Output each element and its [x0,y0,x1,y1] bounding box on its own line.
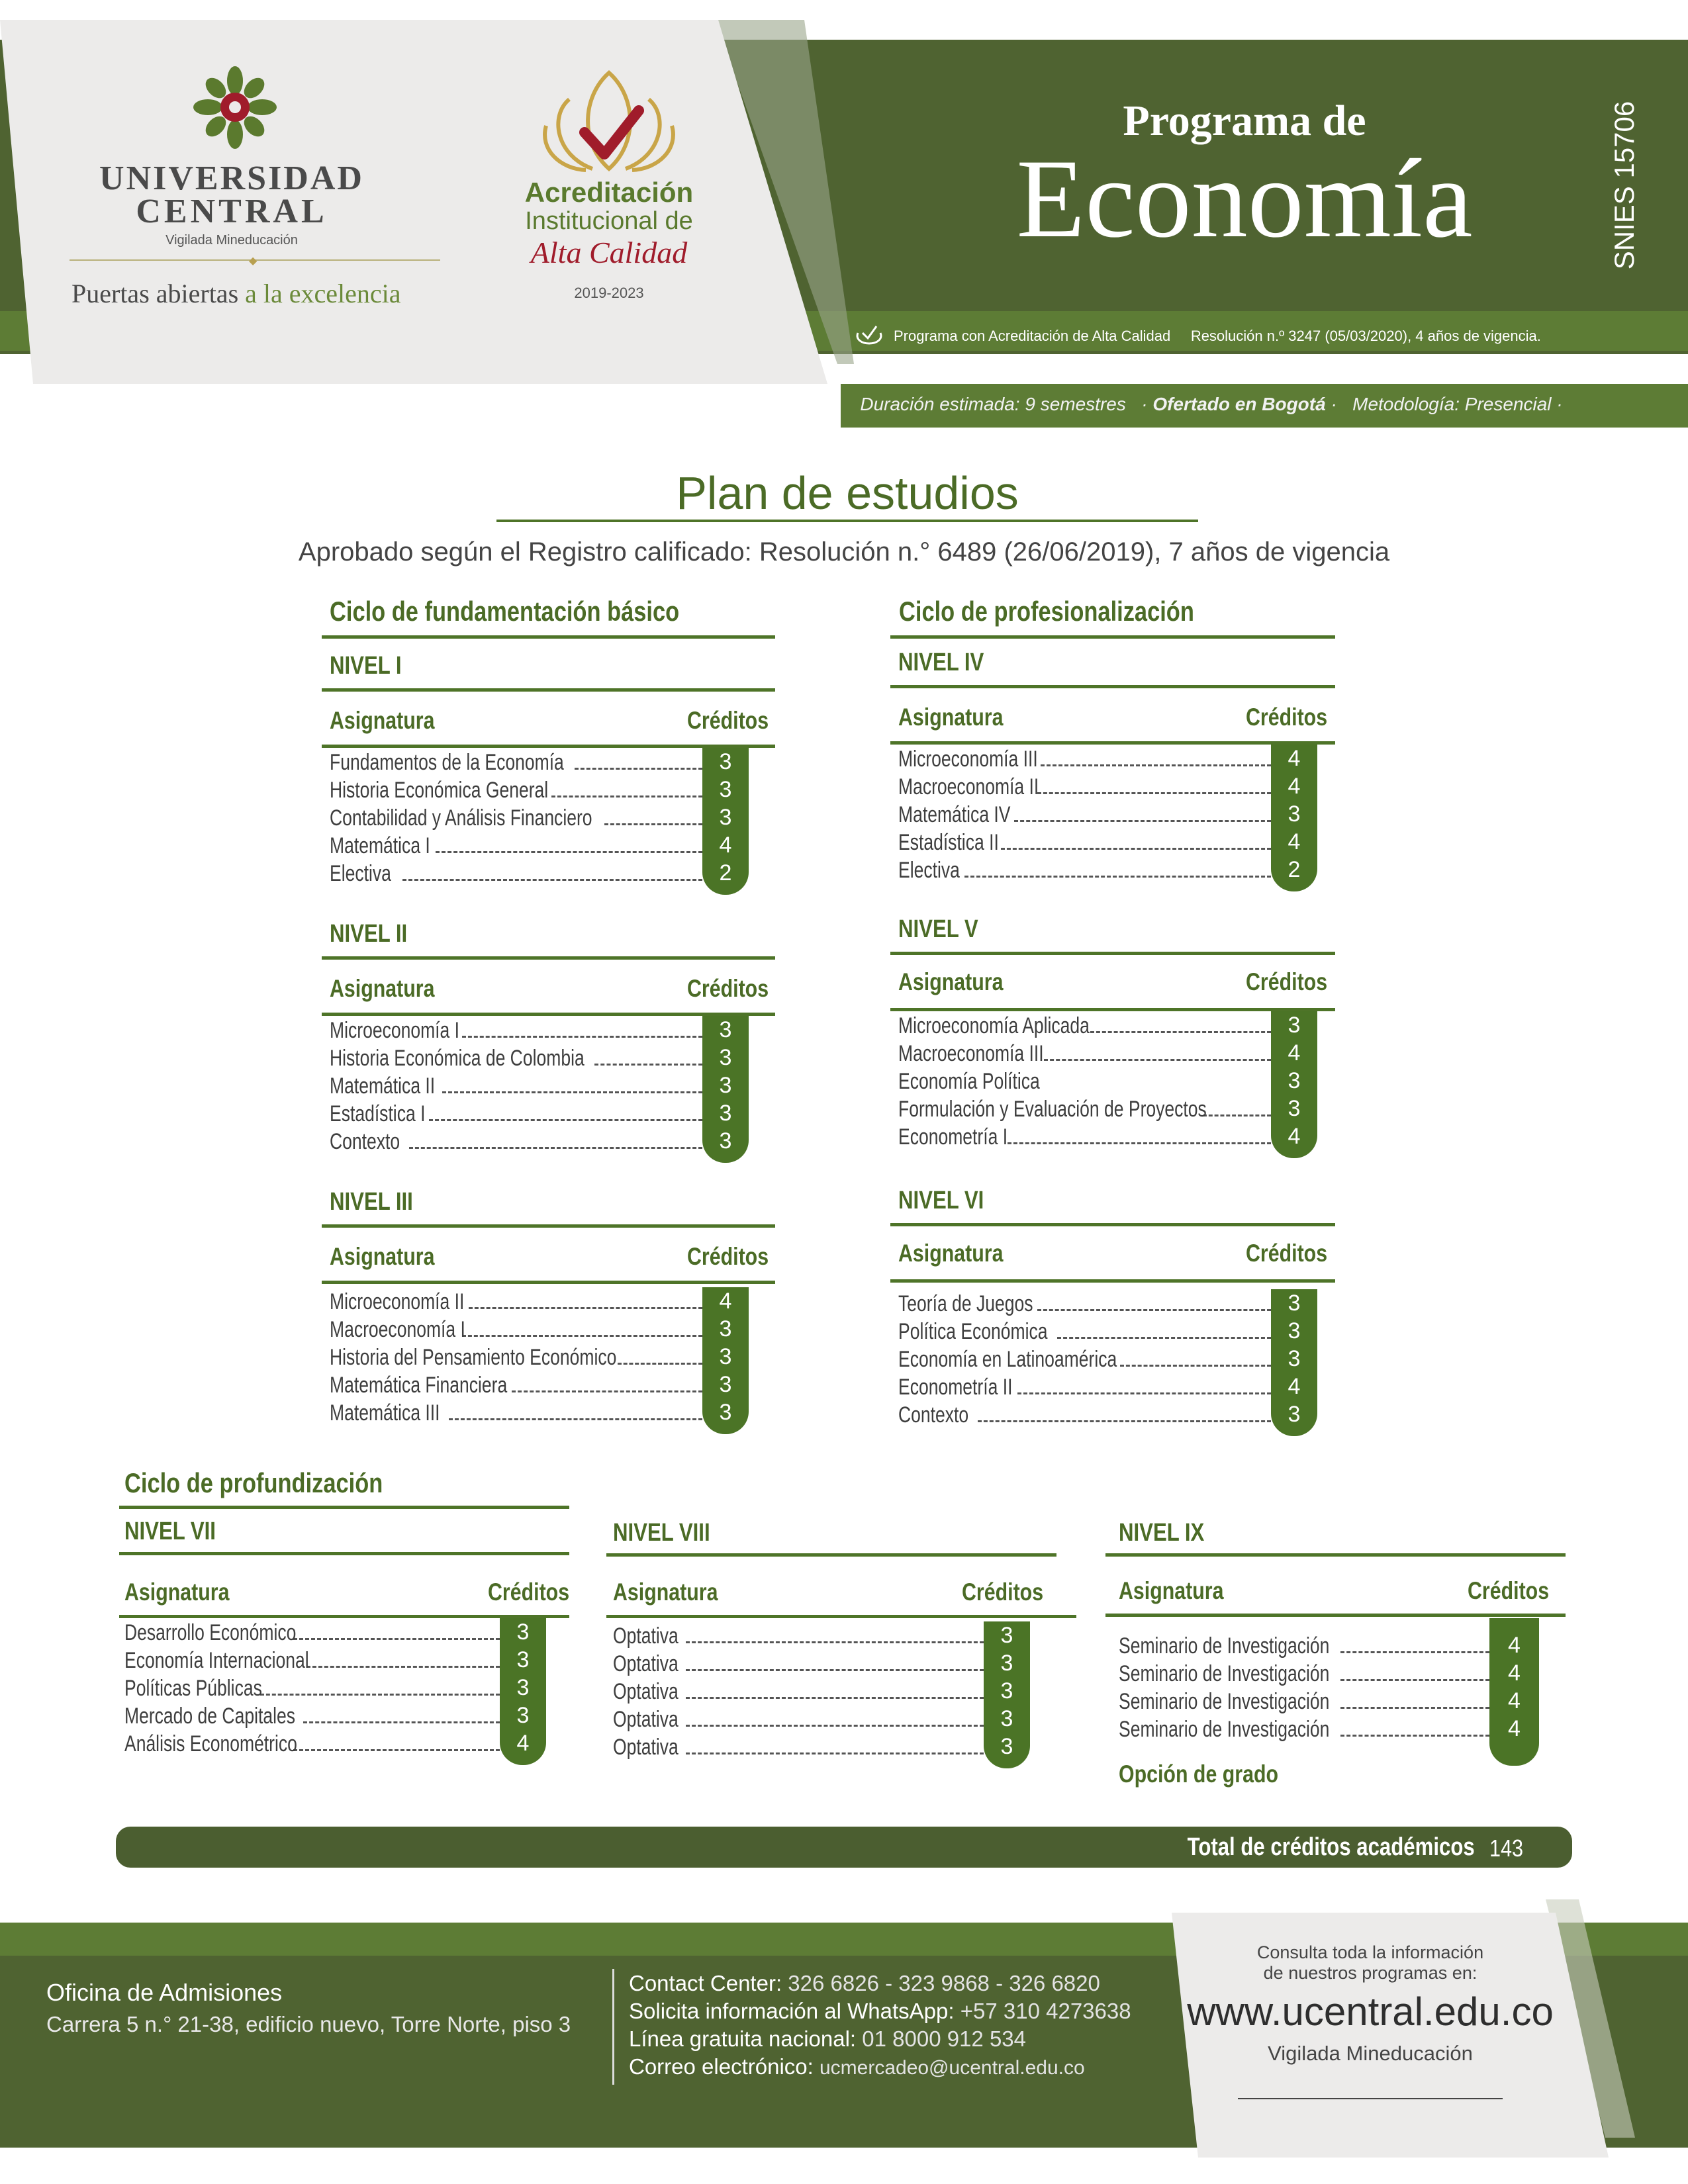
subject-name: Microeconomía III [898,747,1038,772]
subject-name: Política Económica [898,1319,1048,1344]
leader-dots [402,879,702,881]
subject-row [1119,1687,1489,1715]
credit-value: 3 [516,1675,530,1700]
toll-free-line: Línea gratuita nacional: 01 8000 912 534 [629,2026,1027,2051]
accreditation-line2: Institucional de [525,207,693,235]
leader-dots [469,1307,702,1309]
credit-value: 4 [1288,746,1301,771]
subject-name: Matemática II [330,1073,436,1099]
credit-value: 3 [719,777,732,802]
level-rule [1105,1553,1566,1557]
subject-row [330,1016,702,1044]
total-credits-label: Total de créditos académicos [1187,1833,1475,1861]
credit-value: 3 [1288,1402,1301,1427]
subject-header: Asignatura [124,1578,230,1606]
subject-list [898,745,1271,884]
subject-name: Mercado de Capitales [124,1704,295,1729]
cycle-basic-title: Ciclo de fundamentación básico [330,596,680,627]
credit-value: 3 [719,1344,732,1369]
subject-name: Seminario de Investigación [1119,1633,1330,1659]
accreditation-seal [503,69,715,308]
header-rule [890,1279,1335,1283]
subject-name: Teoría de Juegos [898,1291,1033,1316]
leader-dots [594,1064,702,1066]
subject-header: Asignatura [613,1578,718,1606]
credit-value: 4 [1288,774,1301,799]
subject-row [898,772,1271,800]
level-block [322,1185,775,1436]
level-rule [322,688,775,692]
vigilada-label: Vigilada Mineducación [165,233,298,248]
leader-dots [1044,1059,1271,1061]
subject-name: Optativa [613,1707,679,1732]
subject-row [330,1127,702,1155]
university-name-line2: CENTRAL [136,193,328,230]
credit-value: 3 [719,805,732,830]
subject-name: Fundamentos de la Economía [330,750,564,775]
credit-value: 2 [1288,857,1301,882]
credits-header: Créditos [961,1578,1043,1606]
credit-value: 3 [516,1619,530,1645]
subject-row [898,1067,1271,1095]
subject-name: Matemática Financiera [330,1373,508,1398]
credit-value: 4 [516,1731,530,1756]
leader-dots [429,1119,702,1121]
level-rule [890,685,1335,688]
credit-value: 3 [719,749,732,774]
leader-dots [303,1721,500,1723]
cycle-deepening-rule [119,1506,569,1509]
subject-row [330,1315,702,1343]
credit-value: 3 [1000,1678,1013,1704]
subject-row [898,1039,1271,1067]
subject-row [330,776,702,803]
level-title: NIVEL I [330,652,402,680]
subject-row [613,1733,984,1760]
leader-dots [1001,848,1271,850]
subject-row [898,828,1271,856]
credit-value: 3 [1000,1734,1013,1759]
subject-row [124,1729,500,1757]
office-title: Oficina de Admisiones [46,1979,283,2006]
plan-subtitle: Aprobado según el Registro calificado: Resolución n.° 6489 (26/06/2019), 7 años de vigencia [298,537,1390,567]
credit-value: 3 [1288,1318,1301,1343]
accreditation-check-icon [853,321,886,346]
flower-emblem-icon [192,66,278,149]
accreditation-line3: Alta Calidad [530,236,688,269]
level-rule [606,1553,1056,1557]
subject-name: Optativa [613,1679,679,1704]
leader-dots [618,1363,702,1365]
credit-value: 3 [1288,1291,1301,1316]
leader-dots [604,823,702,825]
credit-value: 3 [1000,1623,1013,1648]
leader-dots [1037,1309,1271,1311]
subject-header: Asignatura [898,1240,1004,1267]
subject-row [613,1705,984,1733]
office-address: Carrera 5 n.° 21-38, edificio nuevo, Torre Norte, piso 3 [46,2012,571,2036]
leader-dots [462,1036,702,1038]
level-rule [322,956,775,960]
subject-header: Asignatura [898,968,1004,995]
subject-name: Microeconomía II [330,1289,465,1314]
credit-value: 3 [719,1017,732,1042]
credits-pill [1271,745,1317,891]
degree-option-label: Opción de grado [1119,1760,1279,1788]
subject-row [124,1702,500,1729]
subject-row [613,1649,984,1677]
level-title: NIVEL VII [124,1518,216,1545]
credit-value: 4 [1288,1374,1301,1399]
program-of-label: Programa de [1123,97,1366,145]
credit-value: 4 [1288,829,1301,854]
credits-pill [984,1621,1030,1768]
credits-pill [702,748,749,895]
subject-row [613,1677,984,1705]
total-credits-value: 143 [1489,1835,1524,1862]
subject-row [1119,1715,1489,1743]
subject-row [898,1289,1271,1317]
subject-list [330,1287,702,1426]
level-rule [890,1223,1335,1226]
credits-header: Créditos [1245,1240,1327,1267]
leaf-check-icon [533,69,685,172]
leader-dots [1340,1735,1489,1737]
credit-value: 3 [719,1101,732,1126]
subject-name: Políticas Públicas [124,1676,262,1701]
subject-name: Formulación y Evaluación de Proyectos [898,1097,1207,1122]
subject-name: Econometría II [898,1375,1013,1400]
subject-name: Estadística I [330,1101,426,1126]
subject-row [898,1011,1271,1039]
leader-dots [462,1335,702,1337]
level-rule [322,1224,775,1228]
subject-name: Economía en Latinoamérica [898,1347,1117,1372]
credit-value: 4 [1288,1040,1301,1066]
credit-value: 3 [719,1316,732,1342]
subject-row [330,1398,702,1426]
university-logo [66,66,401,318]
leader-dots [551,796,702,797]
subject-name: Historia del Pensamiento Económico [330,1345,617,1370]
credits-pill [702,1287,749,1434]
level-rule [119,1552,569,1555]
whatsapp-line: Solicita información al WhatsApp: +57 310 4273638 [629,1999,1131,2023]
leader-dots [1041,764,1271,766]
snies-code: SNIES 15706 [1609,101,1640,270]
subject-name: Análisis Econométrico [124,1731,297,1756]
subject-header: Asignatura [330,1243,435,1270]
consult-line2: de nuestros programas en: [1263,1963,1477,1983]
leader-dots [436,851,702,853]
divider-star-icon: ◆ [249,255,258,267]
leader-dots [964,876,1271,878]
header-rule [322,1281,775,1284]
consult-line1: Consulta toda la información [1256,1942,1484,1962]
subject-name: Macroeconomía II [898,774,1039,799]
subject-name: Desarrollo Económico [124,1620,297,1645]
subject-row [330,1099,702,1127]
credit-value: 3 [719,1045,732,1070]
credits-header: Créditos [686,1243,769,1270]
subject-name: Matemática III [330,1400,440,1426]
level-title: NIVEL V [898,915,978,943]
subject-name: Electiva [330,861,391,886]
credits-pill [1271,1289,1317,1436]
credits-header: Créditos [686,975,769,1002]
subject-name: Seminario de Investigación [1119,1717,1330,1742]
subject-name: Optativa [613,1623,679,1649]
credit-value: 3 [719,1400,732,1425]
subject-name: Macroeconomía I [330,1317,465,1342]
subject-header: Asignatura [330,707,435,734]
leader-dots [686,1697,984,1699]
leader-dots [1340,1651,1489,1653]
credit-value: 3 [1288,1013,1301,1038]
tagline: Puertas abiertas a la excelencia [71,279,401,308]
footer-vigilada: Vigilada Mineducación [1268,2042,1473,2065]
subject-row [330,748,702,776]
level-title: NIVEL IV [898,649,984,676]
subject-row [898,856,1271,884]
subject-name: Optativa [613,1651,679,1676]
subject-row [898,800,1271,828]
subject-row [1119,1631,1489,1659]
subject-row [330,1071,702,1099]
credit-value: 4 [1508,1633,1521,1658]
accreditation-line1: Acreditación [524,177,694,208]
level-block [119,1512,569,1790]
credit-value: 4 [1508,1716,1521,1741]
subject-row [124,1618,500,1646]
credit-value: 4 [1508,1688,1521,1713]
leader-dots [686,1641,984,1643]
footer-divider [612,1969,614,2085]
credit-value: 4 [719,833,732,858]
subject-list [330,748,702,887]
cycle-professional-title: Ciclo de profesionalización [899,596,1194,627]
subject-row [330,859,702,887]
level-title: NIVEL VI [898,1187,984,1214]
leader-dots [1037,792,1271,794]
subject-row [330,803,702,831]
university-name-line1: UNIVERSIDAD [99,159,364,197]
leader-dots [575,768,702,770]
header-rule [1105,1614,1566,1617]
level-title: NIVEL II [330,920,408,948]
credits-pill [1271,1011,1317,1158]
subject-list [613,1621,984,1760]
subject-list [330,1016,702,1155]
subject-name: Estadística II [898,830,999,855]
cycle-deepening-title: Ciclo de profundización [124,1467,383,1498]
credit-value: 2 [719,860,732,886]
leader-dots [1340,1707,1489,1709]
website-card-rule [1238,2098,1503,2099]
credit-value: 3 [719,1372,732,1397]
subject-list [1119,1631,1489,1743]
subject-name: Contabilidad y Análisis Financiero [330,805,592,831]
level-block [322,917,775,1168]
subject-name: Economía Internacional [124,1648,309,1673]
subject-row [898,1400,1271,1428]
subject-row [124,1674,500,1702]
subject-name: Economía Política [898,1069,1040,1094]
subject-list [898,1011,1271,1150]
subject-list [124,1618,500,1757]
subject-row [898,745,1271,772]
header-rule [606,1615,1076,1618]
accreditation-note: Programa con Acreditación de Alta Calidad Resolución n.º 3247 (05/03/2020), 4 años de vigencia. [894,328,1541,344]
cycle-basic-rule [322,635,775,639]
credit-value: 3 [1288,1096,1301,1121]
credits-header: Créditos [1467,1577,1549,1604]
leader-dots [1203,1115,1271,1116]
credit-value: 3 [1288,1068,1301,1093]
leader-dots [512,1390,702,1392]
credits-pill [1489,1618,1539,1766]
subject-row [330,1044,702,1071]
leader-dots [1014,820,1271,822]
subject-row [1119,1659,1489,1687]
leader-dots [686,1752,984,1754]
credit-value: 3 [516,1647,530,1672]
subject-name: Seminario de Investigación [1119,1661,1330,1686]
level-block [1105,1512,1569,1797]
leader-dots [1340,1679,1489,1681]
leader-dots [1017,1392,1271,1394]
leader-dots [1008,1142,1271,1144]
level-block [890,1183,1335,1435]
credit-value: 3 [1000,1706,1013,1731]
subject-row [898,1345,1271,1373]
subject-name: Optativa [613,1735,679,1760]
level-rule [890,952,1335,955]
credits-header: Créditos [1245,968,1327,995]
subject-row [898,1122,1271,1150]
subject-name: Contexto [898,1402,969,1428]
leader-dots [409,1147,702,1149]
plan-title-underline [496,520,1198,522]
subject-header: Asignatura [898,704,1004,731]
subject-row [898,1373,1271,1400]
accreditation-years: 2019-2023 [574,285,644,301]
contact-line: Contact Center: 326 6826 - 323 9868 - 326 6820 [629,1971,1100,1995]
leader-dots [260,1694,500,1696]
level-block [322,649,775,900]
credits-pill [702,1016,749,1163]
cycle-professional-rule [890,635,1335,639]
leader-dots [449,1418,702,1420]
credit-value: 3 [516,1703,530,1728]
subject-name: Contexto [330,1129,400,1154]
credit-value: 4 [719,1289,732,1314]
credit-value: 4 [1288,1124,1301,1149]
subject-name: Matemática I [330,833,430,858]
program-info: Duración estimada: 9 semestres · Ofertado en Bogotá · Metodología: Presencial · [860,394,1563,414]
subject-row [898,1317,1271,1345]
plan-title: Plan de estudios [676,467,1019,519]
subject-name: Macroeconomía III [898,1041,1044,1066]
subject-name: Electiva [898,858,960,883]
subject-list [898,1289,1271,1428]
credit-value: 3 [1000,1651,1013,1676]
level-title: NIVEL VIII [613,1519,710,1547]
credit-value: 3 [1288,801,1301,827]
subject-header: Asignatura [1119,1577,1224,1604]
subject-name: Seminario de Investigación [1119,1689,1330,1714]
credit-value: 3 [719,1128,732,1154]
subject-row [124,1646,500,1674]
leader-dots [1057,1337,1271,1339]
subject-row [613,1621,984,1649]
credits-header: Créditos [686,707,769,734]
credit-value: 3 [1288,1346,1301,1371]
subject-name: Microeconomía Aplicada [898,1013,1090,1038]
credit-value: 3 [719,1073,732,1098]
leader-dots [686,1669,984,1671]
website-link[interactable]: www.ucentral.edu.co [1187,1989,1554,2034]
subject-name: Microeconomía I [330,1018,460,1043]
level-title: NIVEL IX [1119,1519,1205,1547]
leader-dots [442,1091,702,1093]
subject-name: Historia Económica de Colombia [330,1046,585,1071]
leader-dots [293,1638,500,1640]
credits-header: Créditos [487,1578,569,1606]
credit-value: 4 [1508,1661,1521,1686]
email-line: Correo electrónico: ucmercadeo@ucentral.edu.co [629,2054,1085,2079]
credits-pill [500,1618,546,1765]
leader-dots [1120,1365,1271,1367]
subject-name: Econometría I [898,1124,1008,1150]
subject-name: Matemática IV [898,802,1011,827]
level-block [890,645,1335,897]
subject-row [330,831,702,859]
leader-dots [293,1749,500,1751]
leader-dots [1090,1031,1271,1033]
subject-row [330,1371,702,1398]
level-block [890,912,1335,1163]
leader-dots [978,1420,1271,1422]
level-block [606,1512,1076,1790]
program-name: Economía [1016,136,1473,261]
leader-dots [306,1666,500,1668]
subject-header: Asignatura [330,975,435,1002]
website-card [1172,1899,1642,2171]
leader-dots [686,1725,984,1727]
subject-name: Historia Económica General [330,778,549,803]
subject-row [330,1343,702,1371]
subject-row [330,1287,702,1315]
level-title: NIVEL III [330,1188,413,1216]
subject-row [898,1095,1271,1122]
credits-header: Créditos [1245,704,1327,731]
